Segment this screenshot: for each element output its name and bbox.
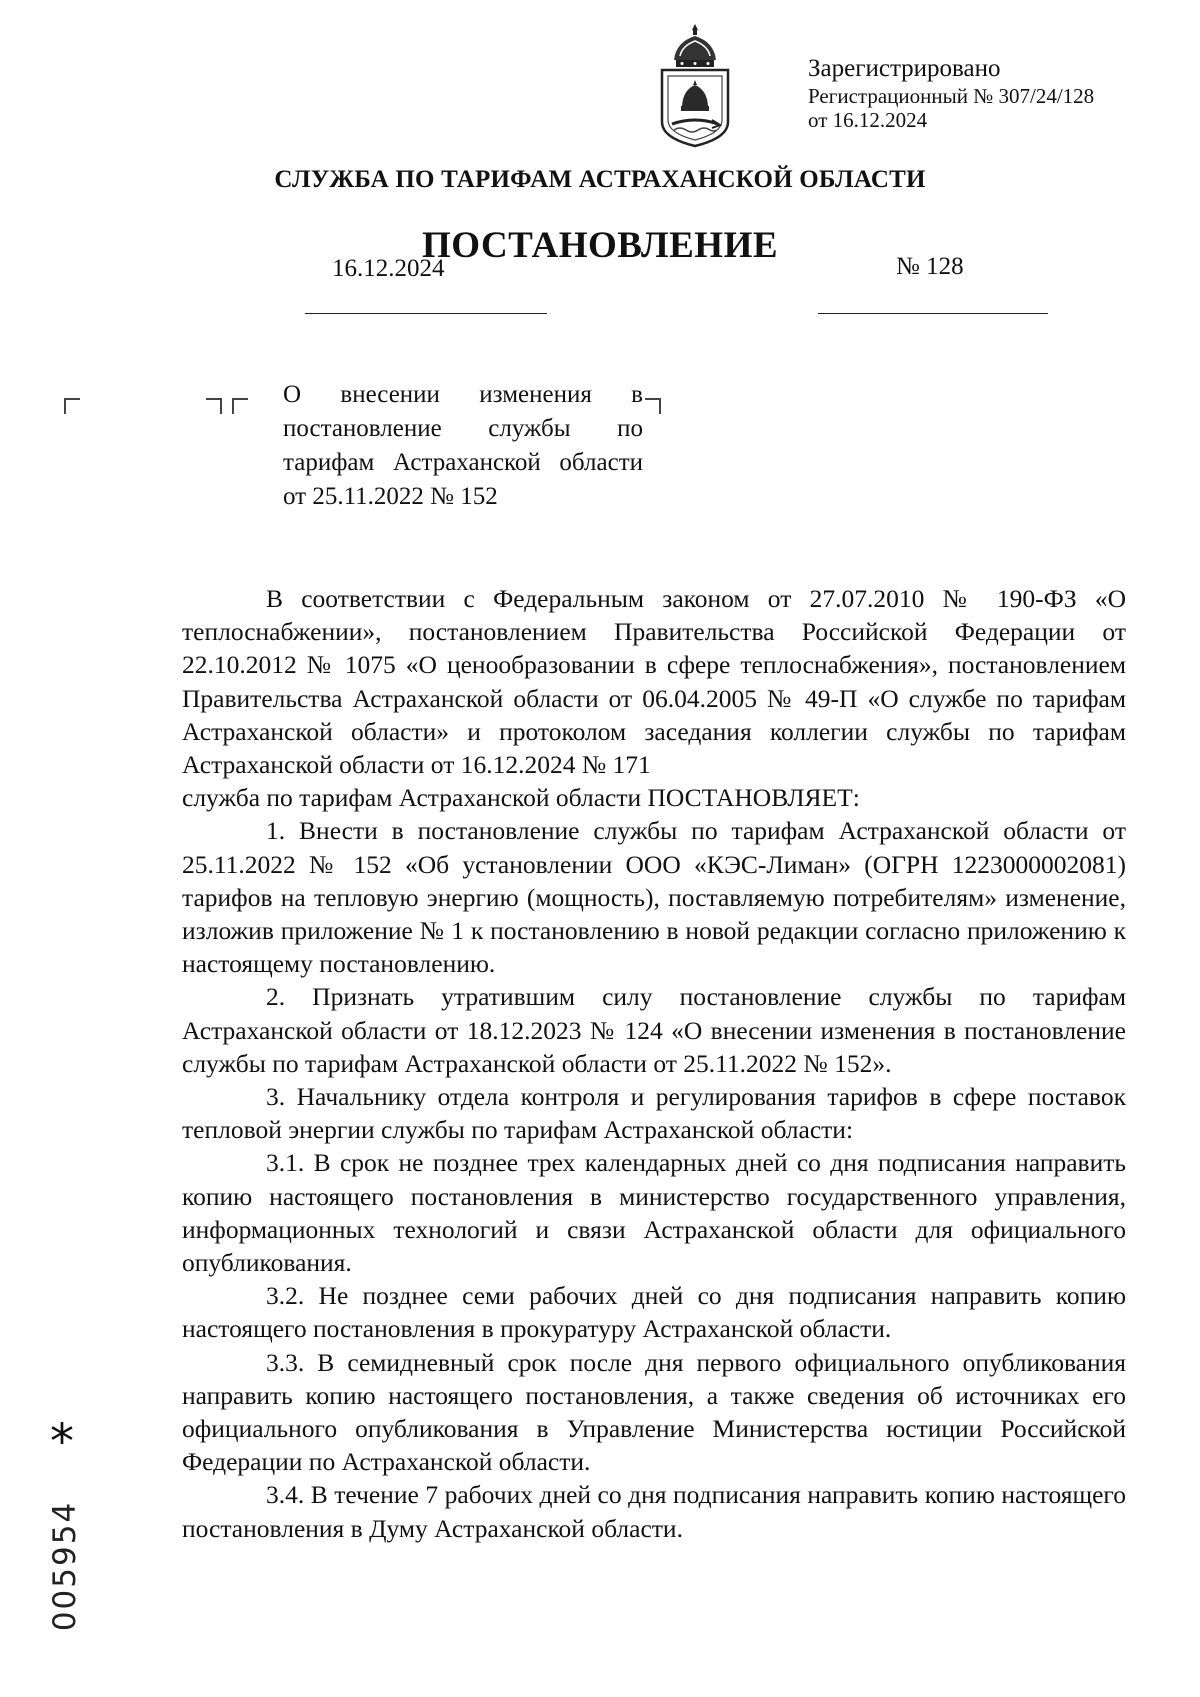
list-item: 3.4. В течение 7 рабочих дней со дня подписания направить копию настоящего постановления в Думу Астраханской области.	[182, 1480, 1126, 1543]
document-body	[182, 582, 1126, 1545]
document-date: 16.12.2024	[332, 255, 445, 282]
list-item: 3.3. В семидневный срок после дня первого официального опубликования направить копию настоящего постановления, а также сведения об источниках его официального опубликования в Управление Министерства юстиции Российской Федерации по Астраханской области.	[182, 1347, 1126, 1477]
document-number: № 128	[896, 253, 964, 280]
list-item: 3. Начальнику отдела контроля и регулирования тарифов в сфере поставок тепловой энергии службы по тарифам Астраханской области:	[182, 1082, 1126, 1145]
document-subject: О внесении изменения в постановление службы по тарифам Астраханской области от 25.11.2022 № 152	[283, 381, 643, 510]
list-item: 2. Признать утратившим силу постановление службы по тарифам Астраханской области от 18.12.2023 № 124 «О внесении изменения в постановление службы по тарифам Астраханской области от 25.11.2022 № 152».	[182, 982, 1126, 1078]
registration-number: Регистрационный № 307/24/128	[808, 83, 1095, 108]
document-type: ПОСТАНОВЛЕНИЕ	[421, 225, 779, 266]
coat-of-arms-icon	[652, 20, 738, 152]
corner-mark	[206, 398, 222, 414]
margin-stamp-number: 005954	[47, 1500, 83, 1632]
number-underline	[818, 313, 1048, 314]
list-item: 3.1. В срок не позднее трех календарных дней со дня подписания направить копию настоящего постановления в министерство государственного управления, информационных технологий и связи Астраханской области для официального опубликования.	[182, 1148, 1126, 1278]
corner-mark	[64, 398, 80, 414]
date-underline	[305, 313, 547, 314]
corner-mark	[232, 398, 248, 414]
agency-name: СЛУЖБА ПО ТАРИФАМ АСТРАХАНСКОЙ ОБЛАСТИ	[274, 166, 926, 193]
list-item: 3.2. Не позднее семи рабочих дней со дня подписания направить копию настоящего постановления в прокуратуру Астраханской области.	[182, 1281, 1126, 1344]
corner-mark	[645, 398, 661, 414]
preamble-paragraph: В соответствии с Федеральным законом от 27.07.2010 № 190-ФЗ «О теплоснабжении», постановлением Правительства Российской Федерации от 22.10.2012 № 1075 «О ценообразовании в сфере теплоснабжения», постановлением Правительства Астраханской области от 06.04.2005 № 49-П «О службе по тарифам Астраханской области» и протоколом заседания коллегии службы по тарифам Астраханской области от 16.12.2024 № 171	[182, 584, 1126, 780]
registration-date: от 16.12.2024	[808, 108, 928, 133]
margin-stamp	[20, 1476, 110, 1656]
list-item: 1. Внести в постановление службы по тарифам Астраханской области от 25.11.2022 № 152 «Об установлении ООО «КЭС-Лиман» (ОГРН 1223000002081) тарифов на тепловую энергию (мощность), поставляемую потребителям» изменение, изложив приложение № 1 к постановлению в новой редакции согласно приложению к настоящему постановлению.	[182, 816, 1126, 979]
registration-title: Зарегистрировано	[808, 55, 1001, 82]
resolves-line: служба по тарифам Астраханской области ПОСТАНОВЛЯЕТ:	[182, 783, 860, 813]
margin-stamp-symbol: *	[50, 1414, 74, 1470]
registration-stamp	[808, 54, 1094, 133]
